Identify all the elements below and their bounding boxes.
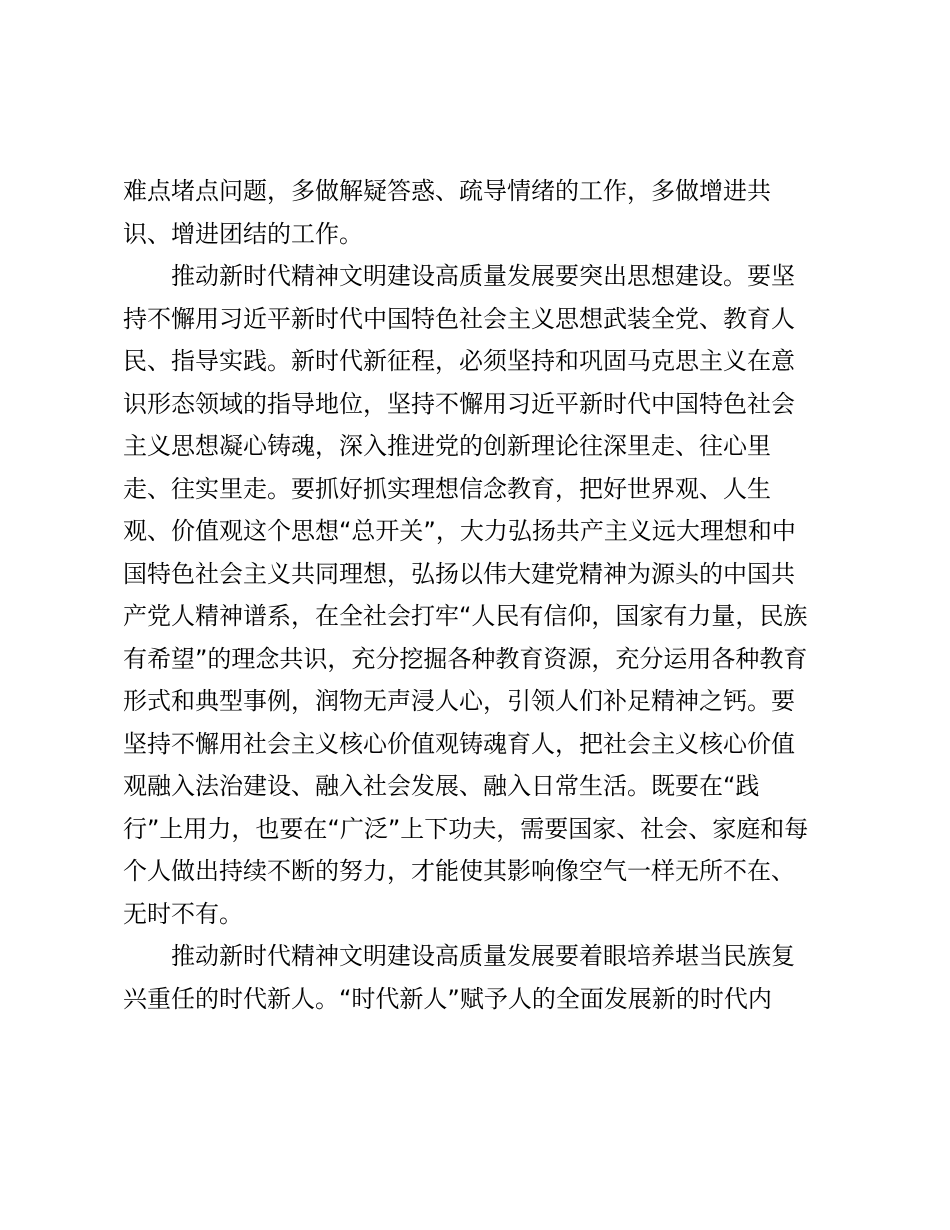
text-line: 行”上用力，也要在“广泛”上下功夫，需要国家、社会、家庭和每 <box>123 814 809 843</box>
paragraph-3 <box>123 935 843 1020</box>
text-line: 个人做出持续不断的努力，才能使其影响像空气一样无所不在、 <box>123 857 795 885</box>
text-line: 持不懈用习近平新时代中国特色社会主义思想武装全党、教育人 <box>123 304 795 333</box>
body-text <box>123 170 843 1020</box>
text-line: 识形态领域的指导地位，坚持不懈用习近平新时代中国特色社会 <box>123 389 795 418</box>
text-line: 难点堵点问题，多做解疑答惑、疏导情绪的工作，多做增进共 <box>123 177 771 205</box>
text-line: 识、增进团结的工作。 <box>123 219 363 248</box>
paragraph-1 <box>123 170 843 255</box>
text-line: 无时不有。 <box>123 899 243 928</box>
text-line: 观、价值观这个思想“总开关”，大力弘扬共产主义远大理想和中 <box>123 517 796 545</box>
text-line: 有希望”的理念共识，充分挖掘各种教育资源，充分运用各种教育 <box>123 644 808 673</box>
text-line: 坚持不懈用社会主义核心价值观铸魂育人，把社会主义核心价值 <box>123 729 795 758</box>
text-line-first: 推动新时代精神文明建设高质量发展要着眼培养堪当民族复 <box>171 942 795 970</box>
text-line: 兴重任的时代新人。“时代新人”赋予人的全面发展新的时代内 <box>123 984 772 1013</box>
paragraph-2 <box>123 255 843 935</box>
text-line: 观融入法治建设、融入社会发展、融入日常生活。既要在“践 <box>123 772 760 800</box>
text-line: 产党人精神谱系，在全社会打牢“人民有信仰，国家有力量，民族 <box>123 602 808 630</box>
text-line: 走、往实里走。要抓好抓实理想信念教育，把好世界观、人生 <box>123 474 771 503</box>
text-line: 民、指导实践。新时代新征程，必须坚持和巩固马克思主义在意 <box>123 347 795 375</box>
text-line: 主义思想凝心铸魂，深入推进党的创新理论往深里走、往心里 <box>123 432 771 460</box>
text-line: 形式和典型事例，润物无声浸人心，引领人们补足精神之钙。要 <box>123 687 795 715</box>
text-line-first: 推动新时代精神文明建设高质量发展要突出思想建设。要坚 <box>171 262 795 290</box>
text-line: 国特色社会主义共同理想，弘扬以伟大建党精神为源头的中国共 <box>123 559 795 588</box>
